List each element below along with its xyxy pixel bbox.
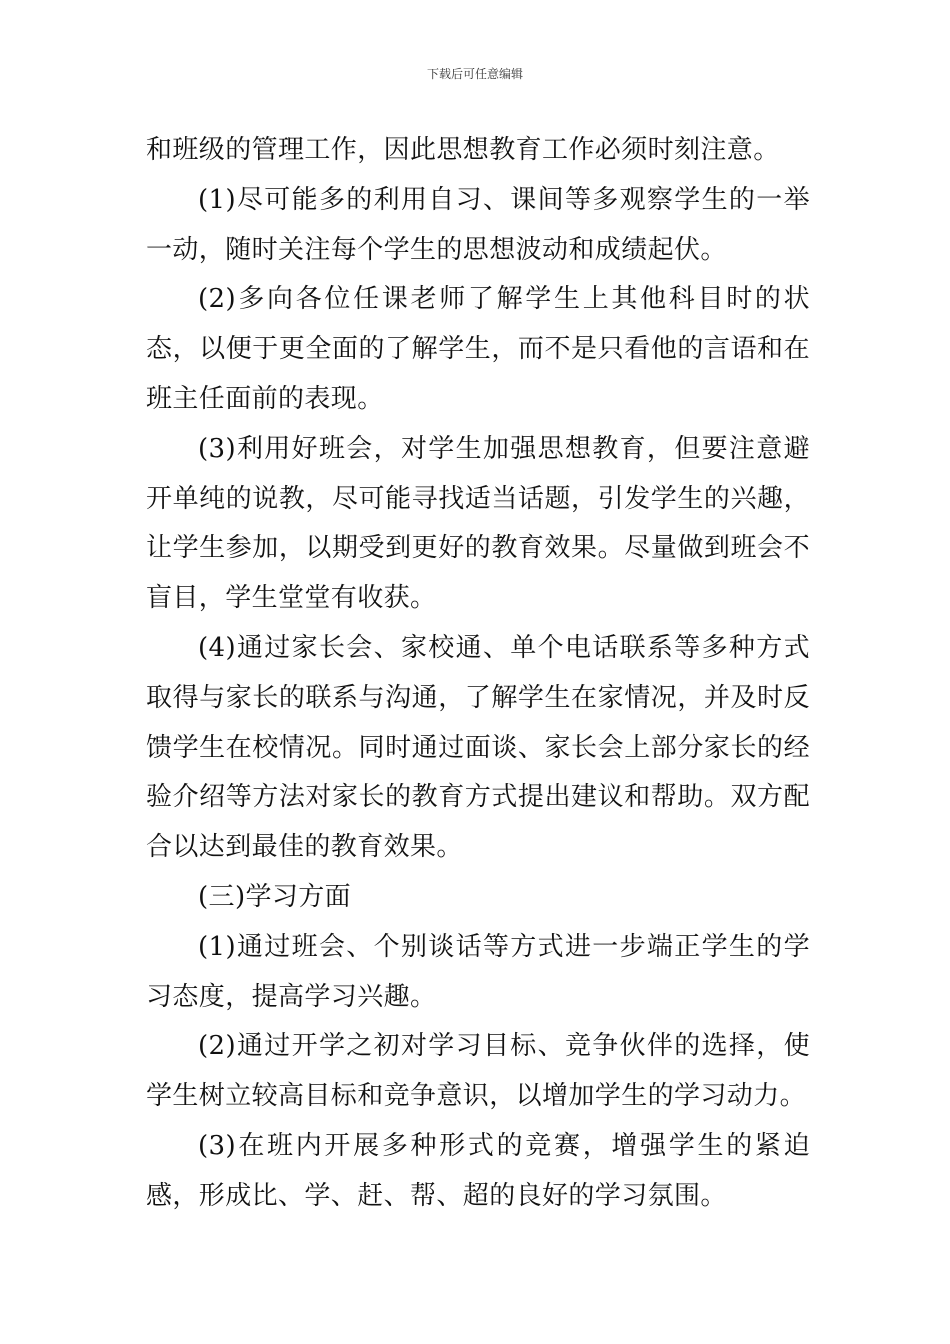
paragraph-study-3: (3)在班内开展多种形式的竞赛，增强学生的紧迫感，形成比、学、赶、帮、超的良好的学习氛围。: [146, 1130, 810, 1211]
document-body: [146, 126, 810, 1222]
paragraph-item-1: (1)尽可能多的利用自习、课间等多观察学生的一举一动，随时关注每个学生的思想波动和成绩起伏。: [146, 184, 810, 265]
section-heading-study: (三)学习方面: [198, 881, 352, 912]
paragraph-continuation: 和班级的管理工作，因此思想教育工作必须时刻注意。: [146, 135, 780, 165]
paragraph-study-1: (1)通过班会、个别谈话等方式进一步端正学生的学习态度，提高学习兴趣。: [146, 931, 810, 1012]
paragraph-study-2: (2)通过开学之初对学习目标、竞争伙伴的选择，使学生树立较高目标和竞争意识，以增加学生的学习动力。: [146, 1031, 810, 1112]
paragraph-item-4: (4)通过家长会、家校通、单个电话联系等多种方式取得与家长的联系与沟通，了解学生在家情况，并及时反馈学生在校情况。同时通过面谈、家长会上部分家长的经验介绍等方法对家长的教育方式提出建议和帮助。双方配合以达到最佳的教育效果。: [146, 632, 810, 863]
paragraph-item-3: (3)利用好班会，对学生加强思想教育，但要注意避开单纯的说教，尽可能寻找适当话题，引发学生的兴趣，让学生参加，以期受到更好的教育效果。尽量做到班会不盲目，学生堂堂有收获。: [146, 433, 810, 614]
page-header-note: 下载后可任意编辑: [426, 67, 523, 81]
paragraph-item-2: (2)多向各位任课老师了解学生上其他科目时的状态，以便于更全面的了解学生，而不是只看他的言语和在班主任面前的表现。: [146, 284, 810, 414]
